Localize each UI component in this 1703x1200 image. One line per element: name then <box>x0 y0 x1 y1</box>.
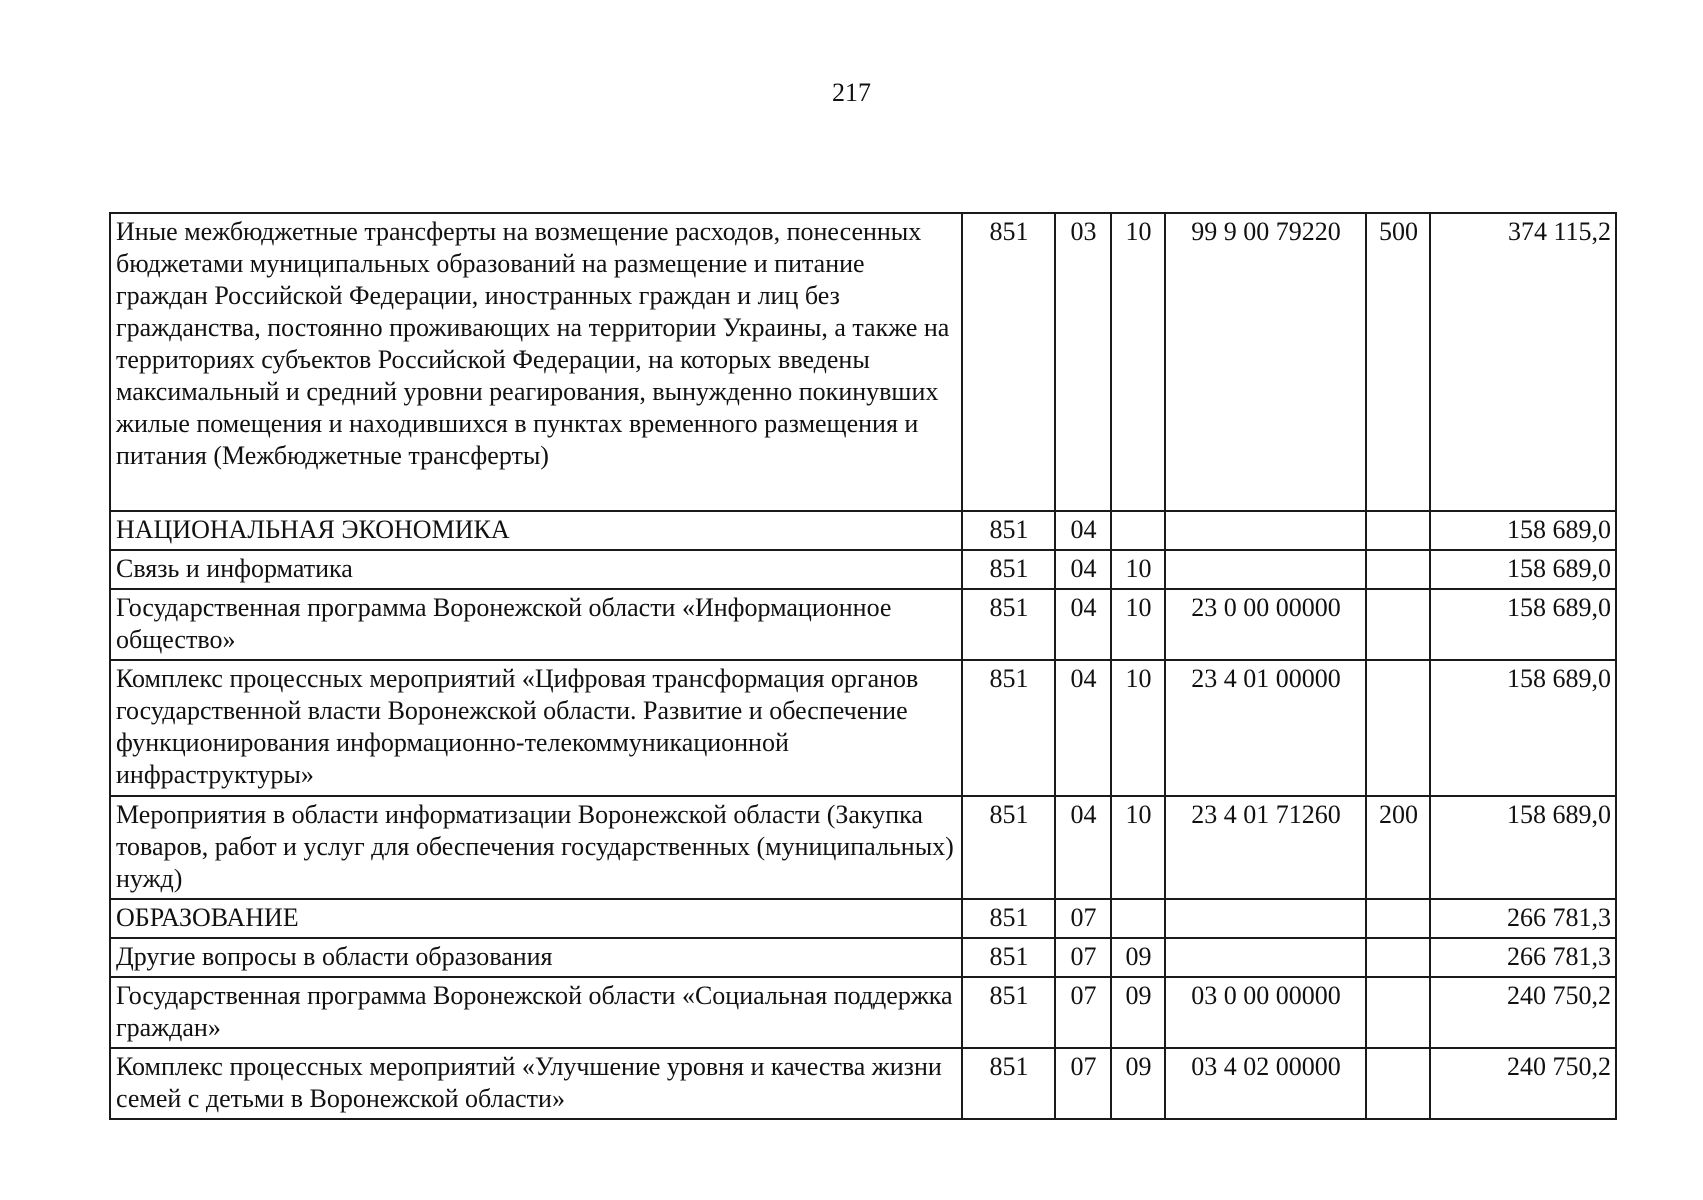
grbs-code: 851 <box>962 589 1055 660</box>
grbs-code: 851 <box>962 1048 1055 1119</box>
subsection-code <box>1111 899 1165 938</box>
section-code: 07 <box>1055 938 1111 977</box>
table-row <box>110 1048 1616 1119</box>
row-name: Государственная программа Воронежской области «Социальная поддержка граждан» <box>110 977 962 1048</box>
grbs-code: 851 <box>962 899 1055 938</box>
subsection-code: 09 <box>1111 977 1165 1048</box>
target-article-code: 23 4 01 71260 <box>1165 796 1366 899</box>
row-name: Другие вопросы в области образования <box>110 938 962 977</box>
grbs-code: 851 <box>962 977 1055 1048</box>
expense-type-code: 500 <box>1366 213 1430 511</box>
expense-type-code <box>1366 1048 1430 1119</box>
amount: 158 689,0 <box>1430 550 1616 589</box>
grbs-code: 851 <box>962 511 1055 550</box>
table-row <box>110 796 1616 899</box>
expense-type-code <box>1366 511 1430 550</box>
target-article-code: 99 9 00 79220 <box>1165 213 1366 511</box>
grbs-code: 851 <box>962 796 1055 899</box>
target-article-code: 03 4 02 00000 <box>1165 1048 1366 1119</box>
row-name: Комплекс процессных мероприятий «Цифровая трансформация органов государственной власти Воронежской области. Развитие и обеспечение функционирования информационно-телекоммуникационной инфраструктуры» <box>110 660 962 796</box>
expense-type-code: 200 <box>1366 796 1430 899</box>
subsection-code <box>1111 511 1165 550</box>
section-code: 04 <box>1055 660 1111 796</box>
grbs-code: 851 <box>962 550 1055 589</box>
amount: 158 689,0 <box>1430 589 1616 660</box>
row-name: Государственная программа Воронежской области «Информационное общество» <box>110 589 962 660</box>
row-name: Комплекс процессных мероприятий «Улучшение уровня и качества жизни семей с детьми в Воронежской области» <box>110 1048 962 1119</box>
row-name: ОБРАЗОВАНИЕ <box>110 899 962 938</box>
expense-type-code <box>1366 938 1430 977</box>
table-row <box>110 660 1616 796</box>
table-row <box>110 550 1616 589</box>
target-article-code <box>1165 938 1366 977</box>
target-article-code: 23 4 01 00000 <box>1165 660 1366 796</box>
amount: 158 689,0 <box>1430 796 1616 899</box>
target-article-code <box>1165 511 1366 550</box>
subsection-code: 10 <box>1111 796 1165 899</box>
section-code: 07 <box>1055 899 1111 938</box>
amount: 158 689,0 <box>1430 660 1616 796</box>
row-name: Мероприятия в области информатизации Воронежской области (Закупка товаров, работ и услуг для обеспечения государственных (муниципальных) нужд) <box>110 796 962 899</box>
grbs-code: 851 <box>962 938 1055 977</box>
table-row <box>110 589 1616 660</box>
section-code: 07 <box>1055 977 1111 1048</box>
subsection-code: 09 <box>1111 938 1165 977</box>
target-article-code <box>1165 550 1366 589</box>
page-number: 217 <box>832 78 871 107</box>
section-code: 04 <box>1055 796 1111 899</box>
subsection-code: 09 <box>1111 1048 1165 1119</box>
subsection-code: 10 <box>1111 660 1165 796</box>
subsection-code: 10 <box>1111 589 1165 660</box>
expense-type-code <box>1366 550 1430 589</box>
amount: 240 750,2 <box>1430 1048 1616 1119</box>
amount: 266 781,3 <box>1430 899 1616 938</box>
target-article-code: 03 0 00 00000 <box>1165 977 1366 1048</box>
section-code: 04 <box>1055 589 1111 660</box>
section-code: 07 <box>1055 1048 1111 1119</box>
grbs-code: 851 <box>962 660 1055 796</box>
row-name: Иные межбюджетные трансферты на возмещение расходов, понесенных бюджетами муниципальных образований на размещение и питание граждан Российской Федерации, иностранных граждан и лиц без гражданства, постоянно проживающих на территории Украины, а также на территориях субъектов Российской Федерации, на которых введены максимальный и средний уровни реагирования, вынужденно покинувших жилые помещения и находившихся в пунктах временного размещения и питания (Межбюджетные трансферты) <box>110 213 962 511</box>
target-article-code <box>1165 899 1366 938</box>
expense-type-code <box>1366 977 1430 1048</box>
expense-type-code <box>1366 660 1430 796</box>
section-code: 04 <box>1055 511 1111 550</box>
amount: 158 689,0 <box>1430 511 1616 550</box>
grbs-code: 851 <box>962 213 1055 511</box>
amount: 374 115,2 <box>1430 213 1616 511</box>
amount: 240 750,2 <box>1430 977 1616 1048</box>
target-article-code: 23 0 00 00000 <box>1165 589 1366 660</box>
section-code: 03 <box>1055 213 1111 511</box>
section-code: 04 <box>1055 550 1111 589</box>
subsection-code: 10 <box>1111 213 1165 511</box>
table-row <box>110 511 1616 550</box>
expense-type-code <box>1366 899 1430 938</box>
amount: 266 781,3 <box>1430 938 1616 977</box>
table-row <box>110 899 1616 938</box>
row-name: НАЦИОНАЛЬНАЯ ЭКОНОМИКА <box>110 511 962 550</box>
table-row <box>110 213 1616 511</box>
expense-type-code <box>1366 589 1430 660</box>
row-name: Связь и информатика <box>110 550 962 589</box>
subsection-code: 10 <box>1111 550 1165 589</box>
budget-table <box>109 212 1617 1120</box>
table-row <box>110 938 1616 977</box>
table-row <box>110 977 1616 1048</box>
